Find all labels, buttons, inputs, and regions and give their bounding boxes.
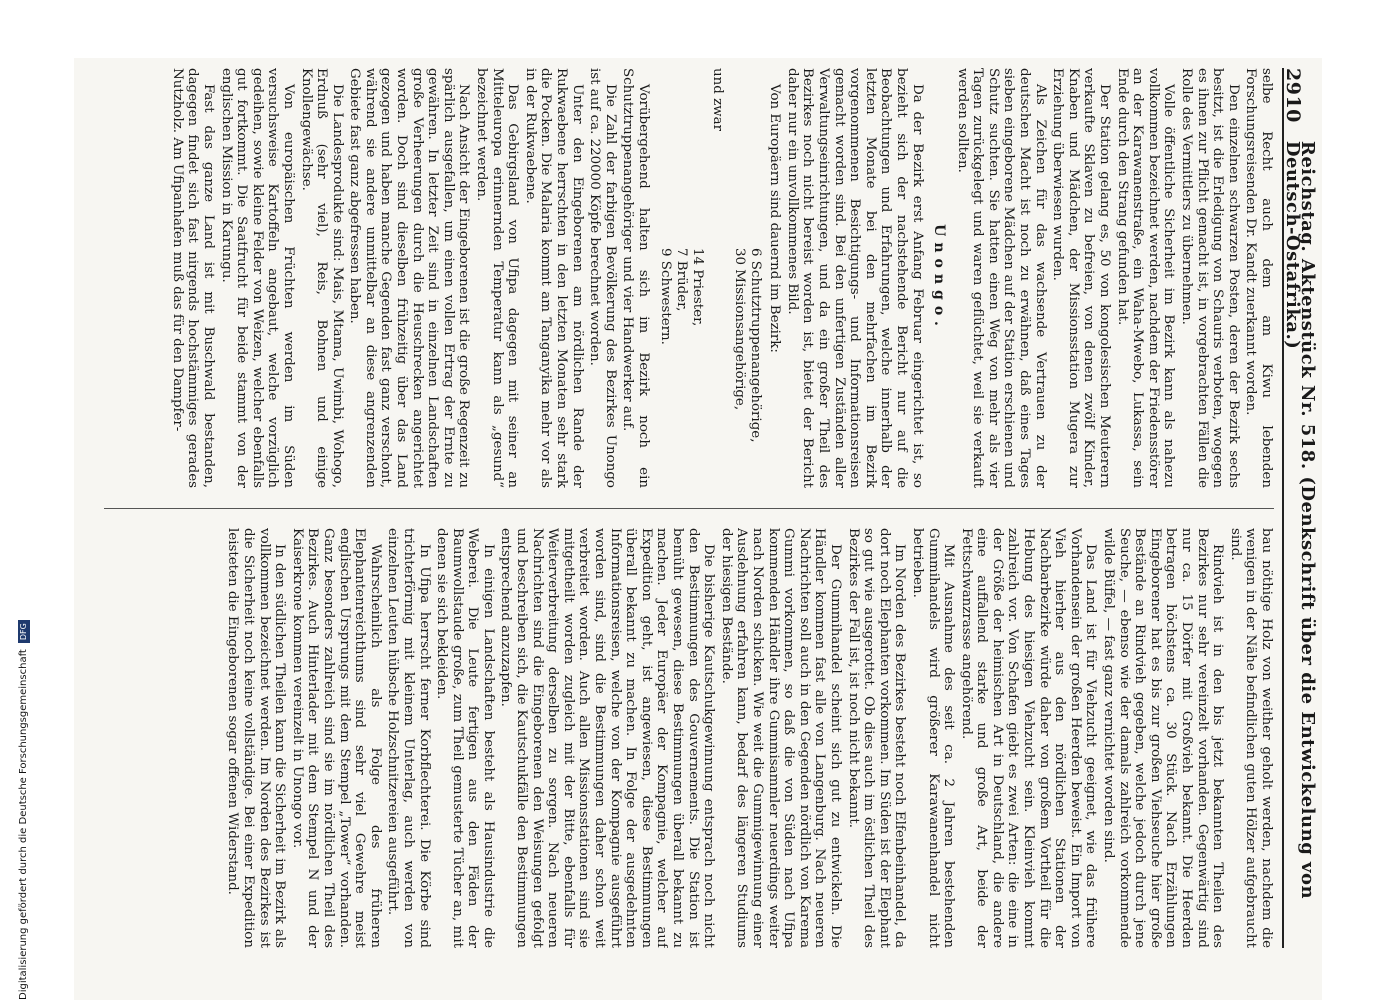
list-item: 6 Schutztruppenangehörige, (747, 248, 763, 443)
paragraph: In Ufipa herrscht ferner Korbflechterei. Die Körbe sind trichterförmig mit kleinem Unterlag, auch werden von einzelnen Leuten hübsche Holzschnitzereien ausgeführt. (385, 528, 432, 948)
page-header (1282, 68, 1318, 948)
credit-text: Digitalisierung gefördert durch die Deutsche Forschungsgemeinschaft (18, 649, 29, 1000)
list-item: 7 Brüder, (674, 248, 689, 312)
list-item: 14 Priester, (690, 248, 705, 327)
right-column (104, 528, 1274, 948)
digitization-credit (14, 0, 34, 1000)
column-divider (104, 508, 1274, 509)
paragraph: Unter den Eingeborenen am nördlichen Rande der Rukwaebene herrschten in den letzten Monaten sehr stark die Pocken. Die Malaria kommt am Tanganyika mehr vor als in der Rukwaebene. (522, 68, 585, 488)
paragraph: Mit Ausnahme des seit ca. 2 Jahren bestehenden Gummihandels wird größerer Karawanenhandel nicht betrieben. (909, 528, 957, 948)
paragraph: Im Norden des Bezirkes besteht noch Elfenbeinhandel, da dort noch Elephanten vorkommen. Im Süden ist der Elephant so gut wie ausgerottet. Ob dies auch im östlichen Theil des Bezirkes der Fall ist, ist noch nicht bekannt. (845, 528, 908, 948)
paragraph: Wahrscheinlich als Folge des früheren Elephantenreichthums sind sehr viel Gewehre meist englischen Ursprungs mit dem Stempel „Tower“ vorhanden. Ganz besonders zahlreich sind sie im nördlichen Theil des Bezirkes. Auch Hinterlader mit dem Stempel N und der Kaiserkrone kommen vereinzelt in Unongo vor. (289, 528, 383, 948)
paragraph: und zwar (709, 68, 725, 131)
paragraph: Als Zeichen für das wachsende Vertrauen zu der deutschen Macht ist noch zu erwähnen, daß eines Tages sieben eingeborene Mädchen auf der Station erschienen und Schutz suchten. Sie hatten einen Weg von mehr als vier Tagen zurückgelegt und waren geflüchtet, weil sie verkauft werden sollten. (954, 68, 1048, 488)
paragraph: Der Station gelang es, 50 von kongolesischen Meuterern verkaufte Sklaven zu befreien, von denen zwölf Kinder, Knaben und Mädchen, der Missionsstation Mugera zur Erziehung überwiesen wurden. (1050, 68, 1113, 488)
paragraph: Nach Ansicht der Eingeborenen ist die große Regenzeit zu spärlich ausgefallen, um einen vollen Ertrag der Ernte zu gewähren. In letzter Zeit sind in einzelnen Landschaften große Verheerungen durch die Heuschrecken angerichtet worden. Doch sind dieselben frühzeitig über das Land gezogen und haben manche Gegenden fast ganz verschont, während sie andere unmittelbar an diese angrenzenden Gebiete fast ganz abgefressen haben. (347, 68, 472, 488)
paragraph: Rindvieh ist in den bis jetzt bekannten Theilen des Bezirkes nur sehr vereinzelt vorhanden. Gegenwärtig sind nur ca. 15 Dörfer mit Großvieh bekannt. Die Heerden betragen höchstens ca. 30 Stück. Nach Erzählungen Eingeborener hat es bis zur großen Viehseuche hier große Bestände an Rindvieh gegeben, welche jedoch durch jene Seuche, — ebenso wie der damals zahlreich vorkommende wilde Büffel, — fast ganz vernichtet worden sind. (1101, 528, 1226, 948)
page-title: Reichstag. Aktenstück Nr. 518. (Denkschrift über die Entwickelung von Deutsch-Ostafrika.) (1281, 140, 1319, 900)
paragraph: Die Landesprodukte sind: Mais, Mtama, Uwimbi, Wohogo, Erdnuß (sehr viel), Reis, Bohnen und einige Knollengewächse. (298, 68, 345, 488)
section-heading: Unongo. (931, 224, 948, 332)
dfg-logo-icon: DFG (18, 620, 30, 643)
europeans-list (731, 248, 763, 488)
newspaper-page (88, 68, 1318, 948)
paragraph: selbe Recht auch dem am Kiwu lebenden Forschungsreisenden Dr. Kandt zuerkannt worden. (1243, 68, 1274, 488)
paragraph: Die bisherige Kautschukgewinnung entsprach noch nicht den Bestimmungen des Gouvernements. Die Station ist bemüht gewesen, diese Bestimmungen überall bekannt zu machen. Jeder Europäer der Kompagnie, welcher auf Expedition geht, ist angewiesen, diese Bestimmungen überall bekannt zu machen. In Folge der ausgedehnten Informationsreisen, welche von der Kompagnie ausgeführt worden sind, sind die Bestimmungen daher schon weit verbreitet worden. Auch allen Missionsstationen sind sie mitgetheilt worden zugleich mit der Bitte, ebenfalls für Weiterverbreitung derselben zu sorgen. Nach neueren Nachrichten sind die Eingeborenen den Weisungen gefolgt und beschreiben sich, die Kautschukfälle den Bestimmungen entsprechend anzuzapfen. (498, 528, 717, 948)
paragraph: Den einzelnen schwarzen Posten, deren der Bezirk sechs besitzt, ist die Erledigung von Schauris verboten, wogegen es ihnen zur Pflicht gemacht ist, in vorgebrachten Fällen die Rolle des Vermittlers zu übernehmen. (1179, 68, 1241, 488)
paragraph: Der Gummihandel scheint sich gut zu entwickeln. Die Händler kommen fast alle von Langenburg. Nach neueren Nachrichten soll auch in den Gegenden nördlich von Karema Gummi vorkommen, so daß die von Süden nach Ufipa kommenden Händler ihre Gummisammler neuerdings weiter nach Norden schicken. Wie weit die Gummigewinnung einer Ausdehnung erfahren kann, bedarf des längeren Studiums der hiesigen Bestände. (718, 528, 843, 948)
paragraph: Da der Bezirk erst Anfang Februar eingerichtet ist, so bezieht sich der nachstehende Bericht nur auf die Beobachtungen und Erfahrungen, welche innerhalb der letzten Monate bei den mehrfachen im Bezirk vorgenommenen Besichtigungs- und Informationsreisen gemacht worden sind. Bei den unfertigen Zuständen aller Verwaltungseinrichtungen, und da ein großer Theil des Bezirkes noch nicht bereist worden ist, bietet der Bericht daher nur ein unvollkommenes Bild. (784, 68, 925, 488)
paragraph: Das Land ist für Viehzucht geeignet, wie das frühere Vorhandensein der großen Heerden beweist. Ein Import von Vieh hierher aus den nördlichen Stationen der Nachbarbezirke würde daher von großem Vortheil für die Hebung des hiesigen Viehzucht sein. Kleinvieh kommt zahlreich vor. Von Schafen giebt es zwei Arten: die eine in der Größe der heimischen Art in Deutschland, die andere eine auffallend starke und große Art, beide der Fettschwanzrasse angehörend. (958, 528, 1099, 948)
paragraph: In einigen Landschaften besteht als Hausindustrie die Weberei. Die Leute fertigen aus den Fäden der Baumwollstaude große, zum Theil gemusterte Tücher an, mit denen sie sich bekleiden. (434, 528, 496, 948)
paragraph: bau nöthige Holz von weither geholt werden, nachdem die wenigen in der Nähe befindlichen guten Hölzer aufgebraucht sind. (1227, 528, 1274, 948)
missionaries-list (657, 248, 705, 488)
paragraph: In den südlichen Theilen kann die Sicherheit im Bezirk als vollkommen bezeichnet werden. Im Norden des Bezirkes ist die Sicherheit noch keine vollständige. Bei einer Expedition leisteten die Eingeborenen sogar offenen Widerstand. (225, 528, 288, 948)
page-number: 2910 (1281, 68, 1304, 123)
paragraph: Die Zahl der farbigen Bevölkerung des Bezirkes Unongo ist auf ca. 220000 Köpfe berechnet worden. (587, 68, 618, 488)
paragraph: Fast das ganze Land ist mit Buschwald bestanden, dagegen findet sich fast nirgends hochstämmiges gerades Nutzholz. Am Ufipanhafen muß das für den Dampfer- (169, 68, 216, 488)
paragraph: Von Europäern sind dauernd im Bezirk: (767, 84, 783, 353)
list-item: 9 Schwestern. (658, 248, 673, 345)
paragraph: Von europäischen Früchten werden im Süden versuchsweise Kartoffeln angebaut, welche vorzüglich gedeihen, sowie kleine Felder von Weizen, welcher ebenfalls gut fortkommt. Die Saatfrucht für beide stammt von der englischen Mission in Karungu. (218, 68, 296, 488)
list-item: 30 Missionsangehörige, (731, 248, 747, 411)
paragraph: Vorübergehend halten sich im Bezirk noch ein Schutztruppenangehöriger und vier Handwerker auf. (620, 68, 651, 488)
left-column (104, 68, 1274, 488)
paragraph: Das Gebirgsland von Ufipa dagegen mit seiner an Mitteleuropa erinnernden Temperatur kann als „gesund“ bezeichnet werden. (474, 68, 521, 488)
paragraph: Volle öffentliche Sicherheit im Bezirk kann als nahezu vollkommen bezeichnet werden, nachdem der Friedensstörer an der Karawanenstraße, ein Waha-Mwebo, Lukassa, sein Ende durch den Strang gefunden hat. (1114, 68, 1177, 488)
